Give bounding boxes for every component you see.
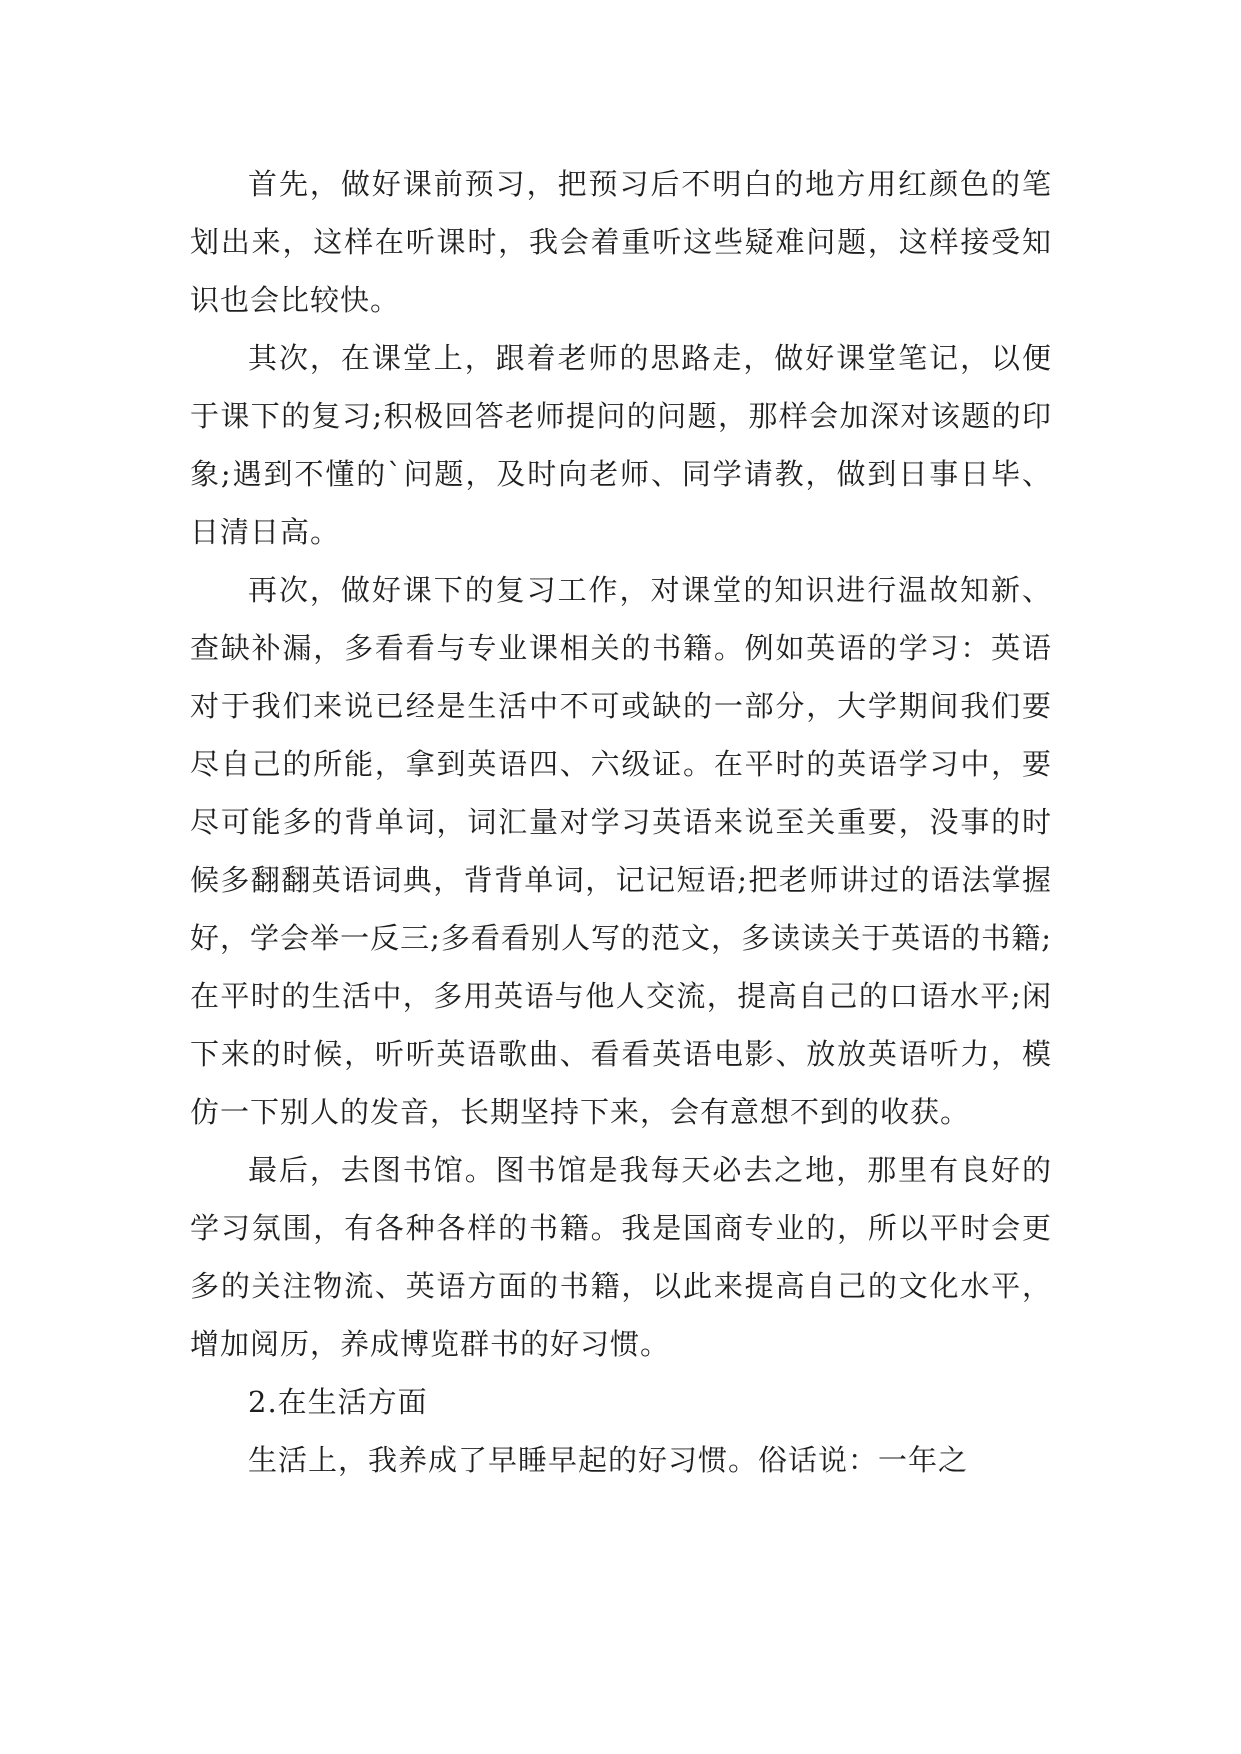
paragraph-life-habits: 生活上，我养成了早睡早起的好习惯。俗话说：一年之	[248, 1443, 969, 1477]
document-page	[190, 155, 1052, 1489]
section-heading-life: 2.在生活方面	[248, 1385, 428, 1419]
paragraph-library: 最后，去图书馆。图书馆是我每天必去之地，那里有良好的学习氛围，有各种各样的书籍。我是国商专业的，所以平时会更多的关注物流、英语方面的书籍，以此来提高自己的文化水平，增加阅历，养成博览群书的好习惯。	[190, 1153, 1052, 1361]
paragraph-preview-method: 首先，做好课前预习，把预习后不明白的地方用红颜色的笔划出来，这样在听课时，我会着重听这些疑难问题，这样接受知识也会比较快。	[190, 167, 1052, 317]
paragraph-review-english: 再次，做好课下的复习工作，对课堂的知识进行温故知新、查缺补漏，多看看与专业课相关的书籍。例如英语的学习：英语对于我们来说已经是生活中不可或缺的一部分，大学期间我们要尽自己的所能，拿到英语四、六级证。在平时的英语学习中，要尽可能多的背单词，词汇量对学习英语来说至关重要，没事的时候多翻翻英语词典，背背单词，记记短语;把老师讲过的语法掌握好，学会举一反三;多看看别人写的范文，多读读关于英语的书籍;在平时的生活中，多用英语与他人交流，提高自己的口语水平;闲下来的时候，听听英语歌曲、看看英语电影、放放英语听力，模仿一下别人的发音，长期坚持下来，会有意想不到的收获。	[190, 573, 1052, 1129]
paragraph-in-class: 其次，在课堂上，跟着老师的思路走，做好课堂笔记，以便于课下的复习;积极回答老师提问的问题，那样会加深对该题的印象;遇到不懂的`问题，及时向老师、同学请教，做到日事日毕、日清日高。	[190, 341, 1052, 549]
